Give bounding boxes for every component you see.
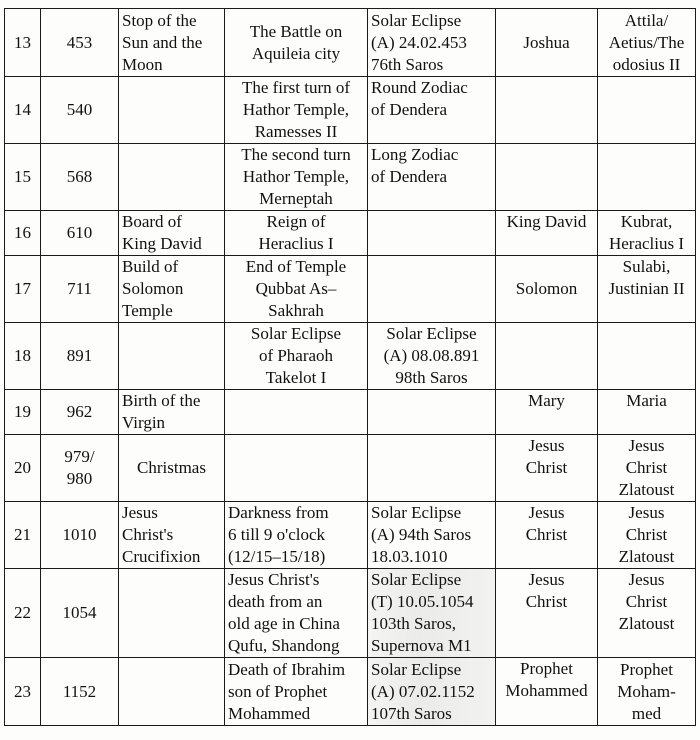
person-cell: [496, 323, 598, 390]
astronomy-cell: Solar Eclipse (A) 94th Saros 18.03.1010: [368, 502, 496, 569]
table-row: [5, 390, 696, 435]
astronomy-cell: Solar Eclipse (T) 10.05.1054 103th Saros, Supernova M1: [368, 569, 496, 658]
event-detail-cell: Jesus Christ's death from an old age in China Qufu, Shandong: [225, 569, 368, 658]
table-row: [5, 9, 696, 77]
person-cell: Joshua: [496, 9, 598, 77]
table-row: [5, 211, 696, 256]
event-detail-cell: Darkness from 6 till 9 o'clock (12/15–15/18): [225, 502, 368, 569]
ruler-cell: [598, 323, 696, 390]
row-number-cell: 21: [5, 502, 41, 569]
astronomy-cell: [368, 435, 496, 502]
event-cell: [119, 658, 225, 726]
row-number-cell: 16: [5, 211, 41, 256]
table-row: [5, 256, 696, 323]
row-number-cell: 20: [5, 435, 41, 502]
table-row: [5, 658, 696, 726]
astronomy-cell: Long Zodiac of Dendera: [368, 144, 496, 211]
event-detail-cell: Reign of Heraclius I: [225, 211, 368, 256]
row-number-cell: 17: [5, 256, 41, 323]
astronomy-cell: Solar Eclipse (A) 08.08.891 98th Saros: [368, 323, 496, 390]
event-detail-cell: [225, 435, 368, 502]
event-cell: [119, 323, 225, 390]
event-cell: [119, 569, 225, 658]
row-number-cell: 18: [5, 323, 41, 390]
event-detail-cell: [225, 390, 368, 435]
person-cell: [496, 144, 598, 211]
row-number-cell: 19: [5, 390, 41, 435]
row-number-cell: 13: [5, 9, 41, 77]
year-cell: 568: [41, 144, 119, 211]
astronomy-cell: [368, 211, 496, 256]
row-number-cell: 22: [5, 569, 41, 658]
year-cell: 610: [41, 211, 119, 256]
event-cell: Jesus Christ's Crucifixion: [119, 502, 225, 569]
table-row: [5, 77, 696, 144]
ruler-cell: [598, 77, 696, 144]
year-cell: 962: [41, 390, 119, 435]
ruler-cell: [598, 144, 696, 211]
event-cell: Christmas: [119, 435, 225, 502]
person-cell: Solomon: [496, 256, 598, 323]
person-cell: Jesus Christ: [496, 502, 598, 569]
event-cell: [119, 77, 225, 144]
event-detail-cell: The Battle on Aquileia city: [225, 9, 368, 77]
table-row: [5, 435, 696, 502]
person-cell: Prophet Mohammed: [496, 658, 598, 726]
event-cell: Build of Solomon Temple: [119, 256, 225, 323]
chronology-table: [4, 8, 696, 726]
person-cell: [496, 77, 598, 144]
ruler-cell: Sulabi, Justinian II: [598, 256, 696, 323]
event-detail-cell: The second turn Hathor Temple, Merneptah: [225, 144, 368, 211]
table-row: [5, 144, 696, 211]
year-cell: 540: [41, 77, 119, 144]
year-cell: 1010: [41, 502, 119, 569]
table-row: [5, 569, 696, 658]
ruler-cell: Kubrat, Heraclius I: [598, 211, 696, 256]
event-detail-cell: Death of Ibrahim son of Prophet Mohammed: [225, 658, 368, 726]
year-cell: 711: [41, 256, 119, 323]
person-cell: Jesus Christ: [496, 569, 598, 658]
event-cell: Stop of the Sun and the Moon: [119, 9, 225, 77]
row-number-cell: 23: [5, 658, 41, 726]
astronomy-cell: Solar Eclipse (A) 07.02.1152 107th Saros: [368, 658, 496, 726]
event-cell: Birth of the Virgin: [119, 390, 225, 435]
astronomy-cell: [368, 256, 496, 323]
event-detail-cell: End of Temple Qubbat As– Sakhrah: [225, 256, 368, 323]
event-cell: Board of King David: [119, 211, 225, 256]
astronomy-cell: Solar Eclipse (A) 24.02.453 76th Saros: [368, 9, 496, 77]
ruler-cell: Maria: [598, 390, 696, 435]
year-cell: 453: [41, 9, 119, 77]
astronomy-cell: Round Zodiac of Dendera: [368, 77, 496, 144]
year-cell: 1054: [41, 569, 119, 658]
year-cell: 891: [41, 323, 119, 390]
ruler-cell: Jesus Christ Zlatoust: [598, 502, 696, 569]
event-cell: [119, 144, 225, 211]
person-cell: Jesus Christ: [496, 435, 598, 502]
ruler-cell: Jesus Christ Zlatoust: [598, 569, 696, 658]
ruler-cell: Jesus Christ Zlatoust: [598, 435, 696, 502]
row-number-cell: 14: [5, 77, 41, 144]
table-row: [5, 323, 696, 390]
astronomy-cell: [368, 390, 496, 435]
year-cell: 1152: [41, 658, 119, 726]
event-detail-cell: Solar Eclipse of Pharaoh Takelot I: [225, 323, 368, 390]
row-number-cell: 15: [5, 144, 41, 211]
year-cell: 979/ 980: [41, 435, 119, 502]
table-row: [5, 502, 696, 569]
person-cell: Mary: [496, 390, 598, 435]
ruler-cell: Attila/ Aetius/The odosius II: [598, 9, 696, 77]
person-cell: King David: [496, 211, 598, 256]
event-detail-cell: The first turn of Hathor Temple, Ramesses II: [225, 77, 368, 144]
ruler-cell: Prophet Moham- med: [598, 658, 696, 726]
